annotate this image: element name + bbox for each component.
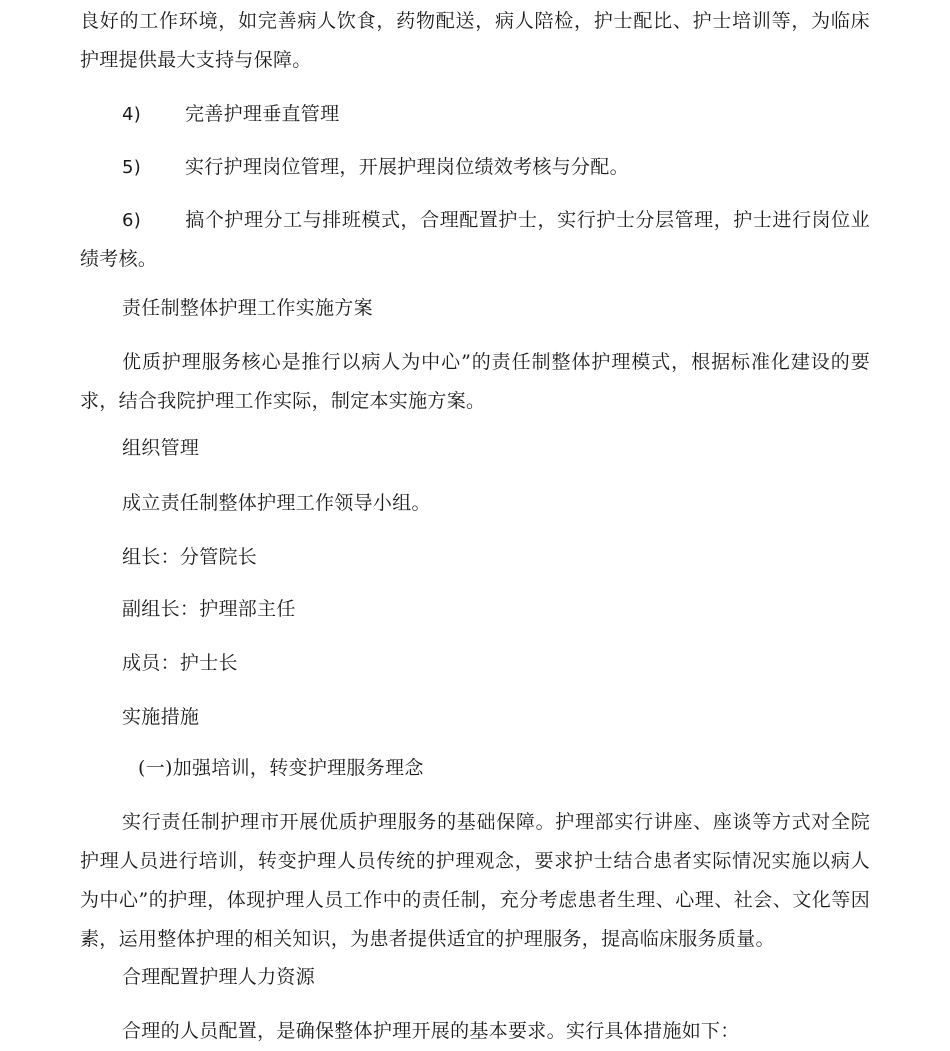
paragraph-intro: 优质护理服务核心是推行以病人为中心”的责任制整体护理模式，根据标准化建设的要求，结合我院护理工作实际，制定本实施方案。 — [80, 351, 870, 412]
heading-training — [80, 749, 870, 788]
paragraph-vice-leader: 副组长：护理部主任 — [122, 598, 296, 620]
list-number: 6) — [122, 210, 142, 231]
list-number: 5) — [122, 157, 142, 178]
list-number: 4) — [122, 104, 142, 125]
list-item-text: 完善护理垂直管理 — [185, 103, 340, 125]
list-item-6 — [80, 201, 870, 279]
list-item-4 — [80, 95, 870, 134]
heading-staffing: 合理配置护理人力资源 — [122, 966, 316, 988]
paragraph-training: 实行责任制护理市开展优质护理服务的基础保障。护理部实行讲座、座谈等方式对全院护理人员进行培训，转变护理人员传统的护理观念，要求护士结合患者实际情况实施以病人为中心”的护理，体现护理人员工作中的责任制，充分考虑患者生理、心理、社会、文化等因素，运用整体护理的相关知识，为患者提供适宜的护理服务，提高临床服务质量。 — [80, 811, 870, 950]
paragraph-leading-group: 成立责任制整体护理工作领导小组。 — [122, 492, 431, 514]
paragraph-work-environment: 良好的工作环境，如完善病人饮食，药物配送，病人陪检，护士配比、护士培训等，为临床护理提供最大支持与保障。 — [80, 10, 870, 71]
list-item-text: 搞个护理分工与排班模式，合理配置护士，实行护士分层管理，护士进行岗位业绩考核。 — [80, 209, 870, 270]
paragraph-staffing: 合理的人员配置，是确保整体护理开展的基本要求。实行具体措施如下： — [122, 1020, 740, 1042]
paragraph-members: 成员：护士长 — [122, 652, 238, 674]
heading-implementation-plan: 责任制整体护理工作实施方案 — [122, 297, 373, 319]
subheading-text: (一)加强培训，转变护理服务理念 — [138, 757, 424, 779]
paragraph-leader: 组长：分管院长 — [122, 546, 258, 568]
list-item-text: 实行护理岗位管理，开展护理岗位绩效考核与分配。 — [185, 156, 629, 178]
heading-measures: 实施措施 — [122, 706, 200, 728]
list-item-5 — [80, 148, 870, 187]
heading-organization: 组织管理 — [122, 437, 200, 459]
